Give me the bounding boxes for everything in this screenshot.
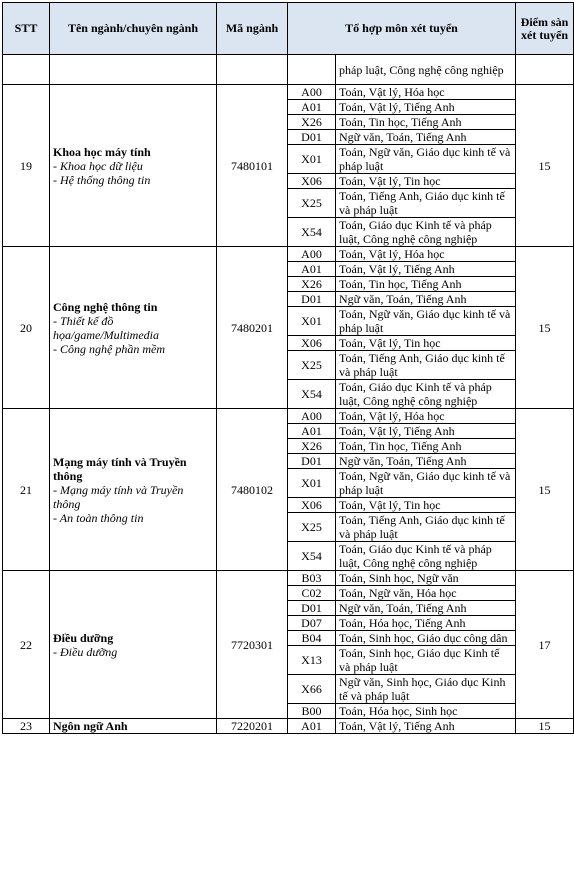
combo-code: X01 [288,469,336,498]
header-row [3,3,574,55]
table-row [3,85,574,100]
table-body [3,55,574,734]
combo-subjects: Toán, Vật lý, Tiếng Anh [336,100,516,115]
combo-code: X54 [288,380,336,409]
combo-subjects: Toán, Tin học, Tiếng Anh [336,115,516,130]
major-name: Ngôn ngữ Anh [53,719,128,733]
combo-code: A00 [288,247,336,262]
specialization: - Điều dưỡng [53,644,118,659]
combo-code: D01 [288,454,336,469]
combo-code: X54 [288,542,336,571]
combo-code: X66 [288,675,336,704]
combo-subjects: Toán, Vật lý, Tin học [336,174,516,189]
combo-subjects: Toán, Ngữ văn, Giáo dục kinh tế và pháp luật [336,469,516,498]
combo-subjects: Toán, Hóa học, Tiếng Anh [336,616,516,631]
combo-subjects: Toán, Vật lý, Tiếng Anh [336,424,516,439]
combo-code: B04 [288,631,336,646]
header-major-code: Mã ngành [217,3,288,55]
combo-code: B03 [288,571,336,586]
combo-code: X26 [288,115,336,130]
combo-subjects: Toán, Tin học, Tiếng Anh [336,277,516,292]
major-code: 7480101 [217,85,288,247]
combo-subjects: Ngữ văn, Toán, Tiếng Anh [336,130,516,145]
combo-code: X54 [288,218,336,247]
table-row [3,247,574,262]
combo-subjects: Toán, Tin học, Tiếng Anh [336,439,516,454]
combo-code: A01 [288,424,336,439]
continuation-row [3,55,574,85]
combo-subjects: Toán, Tiếng Anh, Giáo dục kinh tế và pháp luật [336,513,516,542]
major-name: Công nghệ thông tin [53,299,158,314]
combo-subjects: Toán, Sinh học, Giáo dục công dân [336,631,516,646]
combo-subjects: Toán, Sinh học, Ngữ văn [336,571,516,586]
combo-code: X25 [288,189,336,218]
header-subject-combo: Tổ hợp môn xét tuyển [288,3,516,55]
header-major-name: Tên ngành/chuyên ngành [50,3,217,55]
table-row [3,719,574,734]
combo-subjects: Toán, Vật lý, Hóa học [336,247,516,262]
header-stt: STT [3,3,50,55]
combo-code: A01 [288,262,336,277]
combo-code: A00 [288,85,336,100]
row-stt: 21 [3,409,50,571]
combo-subjects: Ngữ văn, Toán, Tiếng Anh [336,292,516,307]
combo-subjects: Toán, Vật lý, Tiếng Anh [336,719,516,734]
combo-subjects: Ngữ văn, Sinh học, Giáo dục Kinh tế và pháp luật [336,675,516,704]
specialization: - An toàn thông tin [53,510,144,525]
header-min-score: Điểm sàn xét tuyển [516,3,574,55]
min-score: 17 [516,571,574,719]
combo-code: B00 [288,704,336,719]
combo-subjects: Toán, Vật lý, Hóa học [336,409,516,424]
combo-code: X26 [288,439,336,454]
major-name: Mạng máy tính và Truyền thông [53,454,187,483]
row-stt: 23 [3,719,50,734]
combo-subjects: Toán, Hóa học, Sinh học [336,704,516,719]
combo-code: D07 [288,616,336,631]
combo-code: D01 [288,601,336,616]
combo-subjects: Ngữ văn, Toán, Tiếng Anh [336,454,516,469]
min-score: 15 [516,247,574,409]
major-cell [50,85,217,247]
specialization: - Hệ thống thông tin [53,172,151,187]
combo-subjects: Toán, Ngữ văn, Hóa học [336,586,516,601]
combo-subjects: Ngữ văn, Toán, Tiếng Anh [336,601,516,616]
specialization: - Thiết kế đồ họa/game/Multimedia [53,313,159,342]
combo-subjects: Toán, Vật lý, Tiếng Anh [336,262,516,277]
combo-code: C02 [288,586,336,601]
combo-code: X13 [288,646,336,675]
combo-subjects: Toán, Ngữ văn, Giáo dục kinh tế và pháp luật [336,307,516,336]
min-score: 15 [516,409,574,571]
combo-subjects: Toán, Giáo dục Kinh tế và pháp luật, Công nghệ công nghiệp [336,380,516,409]
combo-code: D01 [288,130,336,145]
major-cell [50,409,217,571]
combo-code: D01 [288,292,336,307]
combo-subjects: Toán, Vật lý, Hóa học [336,85,516,100]
combo-code: X01 [288,307,336,336]
combo-subjects: Toán, Tiếng Anh, Giáo dục kinh tế và pháp luật [336,351,516,380]
major-name: Điều dưỡng [53,630,114,645]
major-cell [50,247,217,409]
min-score: 15 [516,719,574,734]
combo-code: X06 [288,336,336,351]
row-stt: 20 [3,247,50,409]
major-cell [50,719,217,734]
combo-code: A00 [288,409,336,424]
combo-subjects: Toán, Giáo dục Kinh tế và pháp luật, Công nghệ công nghiệp [336,218,516,247]
major-code: 7480201 [217,247,288,409]
major-code: 7720301 [217,571,288,719]
combo-code: X01 [288,145,336,174]
continuation-text: pháp luật, Công nghệ công nghiệp [336,55,516,85]
row-stt: 22 [3,571,50,719]
table-row [3,571,574,586]
specialization: - Công nghệ phần mềm [53,341,165,356]
major-code: 7220201 [217,719,288,734]
combo-code: X06 [288,174,336,189]
combo-code: A01 [288,719,336,734]
major-code: 7480102 [217,409,288,571]
major-name: Khoa học máy tính [53,144,151,159]
row-stt: 19 [3,85,50,247]
combo-code: X25 [288,513,336,542]
combo-subjects: Toán, Tiếng Anh, Giáo dục kinh tế và pháp luật [336,189,516,218]
admission-table [2,2,574,734]
combo-code: X26 [288,277,336,292]
specialization: - Mạng máy tính và Truyền thông [53,482,184,511]
table-row [3,409,574,424]
major-cell [50,571,217,719]
specialization: - Khoa học dữ liệu [53,158,143,173]
combo-code: A01 [288,100,336,115]
combo-code: X25 [288,351,336,380]
combo-subjects: Toán, Giáo dục Kinh tế và pháp luật, Công nghệ công nghiệp [336,542,516,571]
combo-code: X06 [288,498,336,513]
min-score: 15 [516,85,574,247]
combo-subjects: Toán, Sinh học, Giáo dục Kinh tế và pháp luật [336,646,516,675]
combo-subjects: Toán, Ngữ văn, Giáo dục kinh tế và pháp luật [336,145,516,174]
combo-subjects: Toán, Vật lý, Tin học [336,498,516,513]
combo-subjects: Toán, Vật lý, Tin học [336,336,516,351]
